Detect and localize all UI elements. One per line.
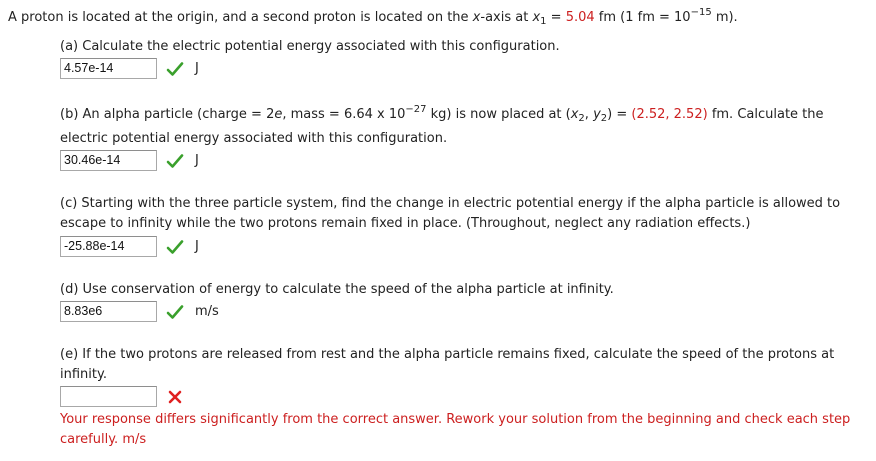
x-icon (166, 389, 184, 405)
part-b-position-value: (2.52, 2.52) (631, 107, 708, 122)
part-c-answer-field[interactable]: -25.88e-14 (60, 236, 157, 257)
part-d-unit: m/s (195, 304, 219, 319)
check-icon (166, 153, 184, 169)
part-e-question-line1: (e) If the two protons are released from rest and the alpha particle remains fixed, calculate the speed of the protons at (60, 347, 835, 362)
problem-intro: A proton is located at the origin, and a second proton is located on the x-axis at $x_1 = 5.04$ fm (1 fm = $10^{-15}$ m). (8, 7, 738, 27)
part-b-answer-field[interactable]: 30.46e-14 (60, 150, 157, 171)
part-a-question: (a) Calculate the electric potential energy associated with this configuration. (60, 39, 560, 54)
check-icon (166, 61, 184, 77)
part-a-answer-field[interactable]: 4.57e-14 (60, 58, 157, 79)
part-c-question-line2: escape to infinity while the two protons remain fixed in place. (Throughout, neglect any radiation effects.) (60, 216, 751, 231)
check-icon (166, 304, 184, 320)
part-e-question-line2: infinity. (60, 367, 107, 382)
part-e-answer-field[interactable] (60, 386, 157, 407)
intro-x1-value: 5.04 (565, 10, 595, 25)
part-d-answer-field[interactable]: 8.83e6 (60, 301, 157, 322)
part-c-unit: J (195, 239, 199, 254)
part-d-question: (d) Use conservation of energy to calculate the speed of the alpha particle at infinity. (60, 282, 614, 297)
part-c-question-line1: (c) Starting with the three particle system, find the change in electric potential energy if the alpha particle is allowed to (60, 196, 841, 211)
part-b-unit: J (195, 153, 199, 168)
part-b-question-line1: (b) An alpha particle (charge = 2e, mass = 6.64 x $10^{-27}$ kg) is now placed at ($x_2$, $y_2) = (2.52$, 2.52) fm. Calculate the (60, 104, 824, 124)
check-icon (166, 239, 184, 255)
part-a-unit: J (195, 61, 199, 76)
part-e-feedback: Your response differs significantly from the correct answer. Rework your solution from the beginning and check each step carefully. m/s (60, 412, 851, 447)
part-b-question-line2: electric potential energy associated with this configuration. (60, 131, 448, 146)
